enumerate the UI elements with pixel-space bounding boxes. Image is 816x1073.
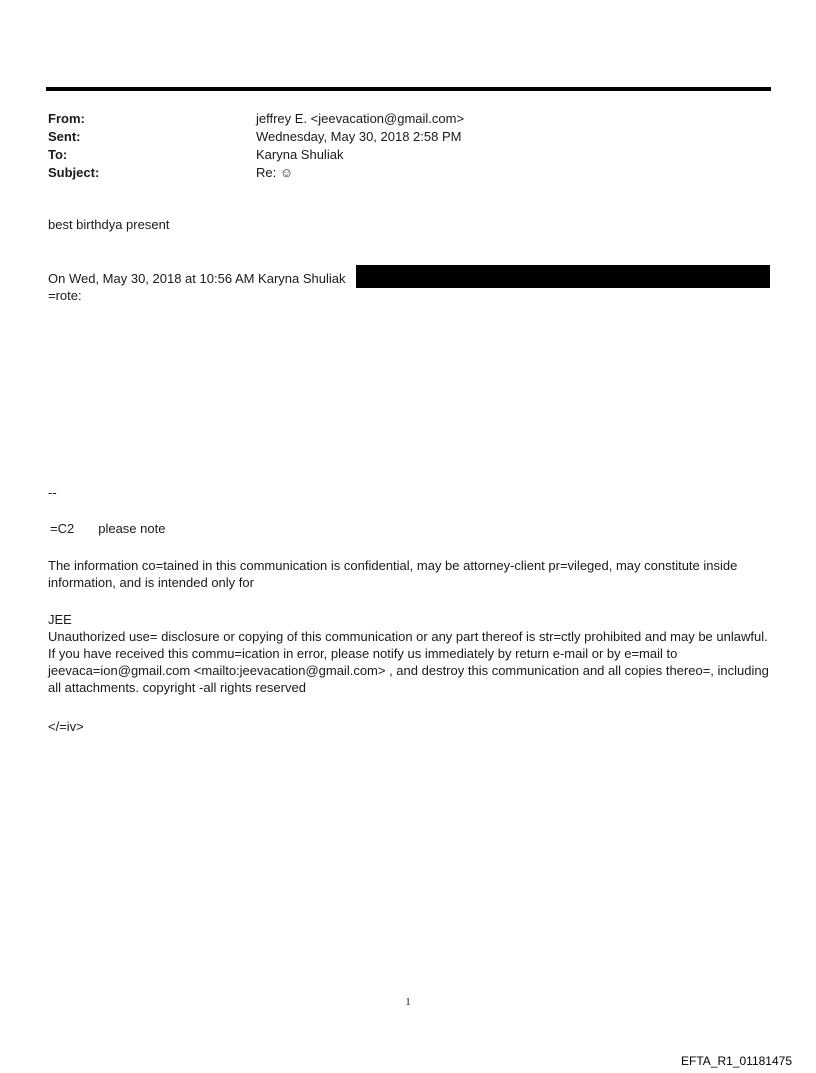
signature-dashes: -- <box>48 485 57 500</box>
closing-tag: </=iv> <box>48 719 84 734</box>
from-label: From: <box>48 111 85 126</box>
bates-number: EFTA_R1_01181475 <box>681 1054 792 1068</box>
email-header <box>48 110 768 182</box>
reply-text: best birthdya present <box>48 217 170 232</box>
please-note-text: please note <box>98 521 166 536</box>
please-note-line <box>50 520 165 537</box>
jee-text: JEE <box>48 612 72 627</box>
sent-row <box>48 128 768 146</box>
c2-marker: =C2 <box>50 521 75 536</box>
confidential-paragraph: The information co=tained in this communication is confidential, may be attorney-client pr=vileged, may constitute inside information, and is intended only for <box>48 558 738 590</box>
to-label: To: <box>48 147 68 162</box>
quote-header-line2: =rote: <box>48 288 82 303</box>
subject-row <box>48 164 768 182</box>
header-rule <box>46 87 771 91</box>
to-row <box>48 146 768 164</box>
quote-header-line1: On Wed, May 30, 2018 at 10:56 AM Karyna Shuliak <box>48 271 346 286</box>
sent-label: Sent: <box>48 129 81 144</box>
from-value: jeffrey E. <jeevacation@gmail.com> <box>256 111 465 126</box>
subject-label: Subject: <box>48 165 100 180</box>
from-row <box>48 110 768 128</box>
sent-value: Wednesday, May 30, 2018 2:58 PM <box>256 129 462 144</box>
to-value: Karyna Shuliak <box>256 147 344 162</box>
subject-value: Re: ☺ <box>256 165 294 180</box>
page-number: 1 <box>405 996 411 1008</box>
redaction-box <box>356 265 770 288</box>
unauthorized-paragraph: Unauthorized use= disclosure or copying of this communication or any part thereof is str=ctly prohibited and may be unlawful. If you have received this commu=ication in error, please notify us immediately by return e-mail or by e=mail to jeevaca=ion@gmail.com <mailto:jeevacation@gmail.com> , and destroy this communication and all copies thereo=, including all attachments. copyright -all rights reserved <box>48 629 769 695</box>
